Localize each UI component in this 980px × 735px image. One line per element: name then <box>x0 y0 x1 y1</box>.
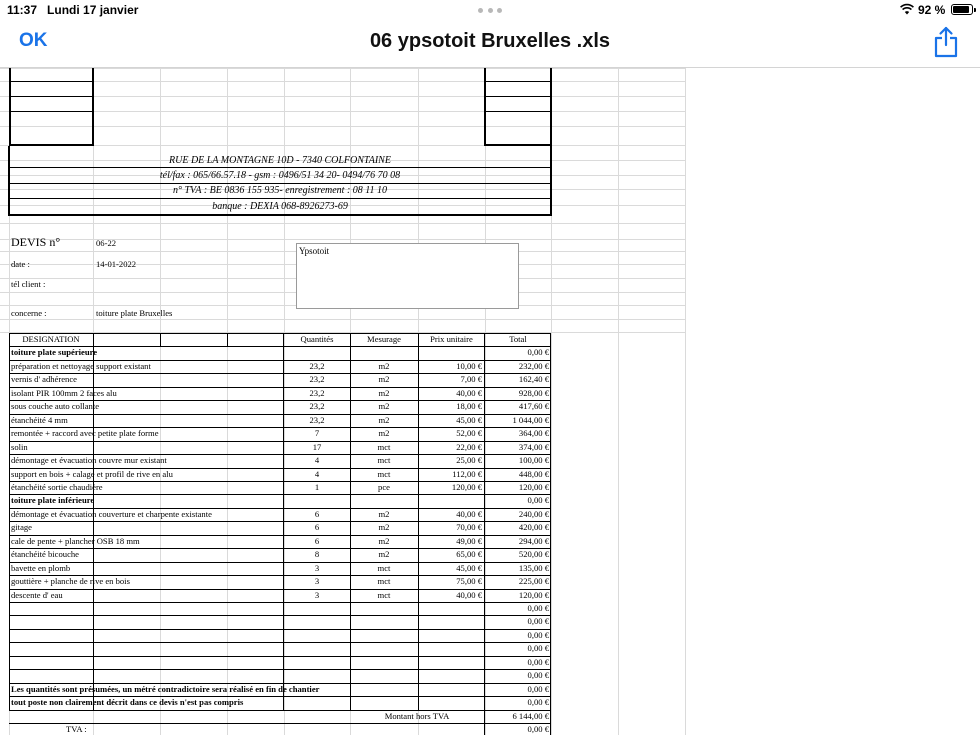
battery-icon <box>951 4 973 15</box>
row-total: 0,00 € <box>527 670 549 681</box>
row-unit: m2 <box>378 508 390 519</box>
row-quantity: 3 <box>314 576 320 587</box>
battery-percent: 92 % <box>918 3 946 17</box>
row-unit: mct <box>377 562 391 573</box>
company-address: RUE DE LA MONTAGNE 10D - 7340 COLFONTAINE <box>169 155 391 166</box>
wifi-icon <box>900 3 914 15</box>
row-unit: mct <box>377 468 391 479</box>
row-designation: sous couche auto collante <box>11 401 100 412</box>
multitask-dots-icon[interactable] <box>478 8 502 14</box>
row-designation: démontage et évacuation couvre mur existant <box>11 455 167 466</box>
row-quantity: 1 <box>314 481 320 492</box>
row-unit-price: 112,00 € <box>452 468 482 479</box>
row-designation: bavette en plomb <box>11 562 71 573</box>
row-quantity: 4 <box>314 468 320 479</box>
concerne-label: concerne : <box>11 308 47 318</box>
row-total: 0,00 € <box>527 697 549 708</box>
spreadsheet-view[interactable] <box>0 68 980 735</box>
row-unit: mct <box>377 455 391 466</box>
row-unit-price: 40,00 € <box>456 387 482 398</box>
row-total: 225,00 € <box>518 576 549 587</box>
tel-client-label: tél client : <box>11 279 46 289</box>
row-quantity: 3 <box>314 562 320 573</box>
row-total: 0,00 € <box>527 603 549 613</box>
row-total: 0,00 € <box>527 347 549 358</box>
status-time: 11:37 Lundi 17 janvier <box>7 3 139 17</box>
company-bank: banque : DEXIA 068-8926273-69 <box>212 201 348 212</box>
row-quantity: 23,2 <box>309 401 325 412</box>
row-total: 417,60 € <box>518 401 549 412</box>
row-designation: remontée + raccord avec petite plate forme <box>11 428 159 439</box>
row-total: 420,00 € <box>518 522 549 533</box>
row-unit: m2 <box>378 549 390 560</box>
row-total: 1 044,00 € <box>512 414 549 425</box>
row-unit: m2 <box>378 428 390 439</box>
row-unit-price: 120,00 € <box>451 481 482 492</box>
row-unit-price: 7,00 € <box>460 374 482 385</box>
concerne-value: toiture plate Bruxelles <box>96 308 173 318</box>
table-rule <box>9 642 551 643</box>
table-col-rule <box>9 333 10 710</box>
table-rule <box>9 669 551 670</box>
row-unit: m2 <box>378 374 390 385</box>
tva-value: 0,00 € <box>527 724 549 735</box>
row-designation: étanchéité 4 mm <box>11 414 68 425</box>
table-rule <box>9 615 551 616</box>
header-mesurage: Mesurage <box>367 334 401 344</box>
row-unit: m2 <box>378 522 390 533</box>
table-col-rule <box>550 710 551 735</box>
row-quantity: 17 <box>312 441 322 452</box>
row-quantity: 8 <box>314 549 320 560</box>
tva-label: TVA : <box>66 724 87 735</box>
row-designation: préparation et nettoyage support existant <box>11 360 151 371</box>
row-designation: vernis d' adhérence <box>11 374 77 385</box>
row-total: 0,00 € <box>527 495 549 506</box>
table-rule <box>9 629 551 630</box>
devis-label: DEVIS n° <box>11 235 61 249</box>
row-unit: mct <box>377 589 391 600</box>
date-label: date : <box>11 259 30 269</box>
row-designation: gitage <box>11 522 32 533</box>
row-unit: pce <box>378 481 390 492</box>
row-designation: Les quantités sont présumées, un métré contradictoire sera réalisé en fin de chantier <box>11 683 320 694</box>
company-tva: n° TVA : BE 0836 155 935- enregistrement : 08 11 10 <box>172 185 388 196</box>
row-unit: m2 <box>378 387 390 398</box>
header-prix-unitaire: Prix unitaire <box>430 334 473 344</box>
montant-hors-tva-value: 6 144,00 € <box>512 710 549 721</box>
row-designation: étanchéité bicouche <box>11 549 79 560</box>
row-quantity: 23,2 <box>309 374 325 385</box>
row-total: 374,00 € <box>518 441 549 452</box>
row-unit-price: 52,00 € <box>456 428 482 439</box>
row-total: 0,00 € <box>527 656 549 667</box>
row-designation: descente d' eau <box>11 589 63 600</box>
table-col-rule <box>227 333 228 346</box>
row-designation: solin <box>11 441 28 452</box>
row-designation: tout poste non clairement décrit dans ce devis n'est pas compris <box>11 697 244 708</box>
row-unit-price: 70,00 € <box>456 522 482 533</box>
row-designation: étanchéité sortie chaudière <box>11 481 103 492</box>
row-total: 135,00 € <box>518 562 549 573</box>
row-total: 100,00 € <box>518 455 549 466</box>
row-unit-price: 18,00 € <box>456 401 482 412</box>
row-total: 240,00 € <box>518 508 549 519</box>
client-address-box <box>296 243 519 309</box>
share-icon[interactable] <box>933 26 959 58</box>
row-quantity: 6 <box>314 535 320 546</box>
company-phone: tél/fax : 065/66.57.18 - gsm : 0496/51 34 20- 0494/76 70 08 <box>159 170 401 181</box>
row-unit-price: 45,00 € <box>456 414 482 425</box>
row-quantity: 6 <box>314 522 320 533</box>
row-unit-price: 49,00 € <box>456 535 482 546</box>
row-total: 928,00 € <box>518 387 549 398</box>
row-total: 0,00 € <box>527 643 549 654</box>
header-designation: DESIGNATION <box>22 334 80 344</box>
row-designation: gouttière + planche de rive en bois <box>11 576 130 587</box>
row-total: 0,00 € <box>527 616 549 627</box>
row-unit-price: 25,00 € <box>456 455 482 466</box>
row-designation: support en bois + calage et profil de rive en alu <box>11 468 173 479</box>
header-quantites: Quantités <box>300 334 334 344</box>
montant-hors-tva-label: Montant hors TVA <box>384 710 450 721</box>
table-rule <box>9 602 551 603</box>
document-title: 06 ypsotoit Bruxelles .xls <box>369 30 611 52</box>
row-total: 120,00 € <box>518 481 549 492</box>
row-designation: toiture plate inférieure <box>11 495 95 506</box>
row-designation: cale de pente + plancher OSB 18 mm <box>11 535 140 546</box>
row-unit-price: 40,00 € <box>456 589 482 600</box>
row-unit: m2 <box>378 360 390 371</box>
row-quantity: 3 <box>314 589 320 600</box>
row-total: 448,00 € <box>518 468 549 479</box>
table-rule <box>9 656 551 657</box>
row-total: 232,00 € <box>518 360 549 371</box>
row-unit: m2 <box>378 401 390 412</box>
row-quantity: 6 <box>314 508 320 519</box>
client-name: Ypsotoit <box>299 246 330 256</box>
ok-button[interactable]: OK <box>19 30 48 51</box>
status-date: Lundi 17 janvier <box>47 3 139 17</box>
row-unit: m2 <box>378 535 390 546</box>
row-quantity: 23,2 <box>309 414 325 425</box>
status-bar <box>0 0 980 20</box>
table-rule <box>9 723 551 724</box>
table-col-rule <box>160 333 161 346</box>
row-total: 0,00 € <box>527 629 549 640</box>
row-designation: toiture plate supérieure <box>11 347 98 358</box>
row-designation: démontage et évacuation couverture et charpente existante <box>11 508 212 519</box>
row-unit-price: 40,00 € <box>456 508 482 519</box>
row-total: 120,00 € <box>518 589 549 600</box>
row-unit-price: 65,00 € <box>456 549 482 560</box>
nav-bar <box>0 20 980 68</box>
row-total: 294,00 € <box>518 535 549 546</box>
table-col-rule <box>550 333 551 710</box>
row-unit: mct <box>377 441 391 452</box>
row-quantity: 23,2 <box>309 387 325 398</box>
row-total: 0,00 € <box>527 683 549 694</box>
row-unit: m2 <box>378 414 390 425</box>
row-total: 364,00 € <box>518 428 549 439</box>
row-quantity: 4 <box>314 455 320 466</box>
row-unit-price: 45,00 € <box>456 562 482 573</box>
row-total: 162,40 € <box>518 374 549 385</box>
row-unit-price: 10,00 € <box>456 360 482 371</box>
row-total: 520,00 € <box>518 549 549 560</box>
row-unit-price: 75,00 € <box>456 576 482 587</box>
row-unit-price: 22,00 € <box>456 441 482 452</box>
row-quantity: 23,2 <box>309 360 325 371</box>
header-total: Total <box>509 334 527 344</box>
row-unit: mct <box>377 576 391 587</box>
table-rule <box>9 333 551 334</box>
devis-number: 06-22 <box>96 238 117 248</box>
date-value: 14-01-2022 <box>96 259 137 269</box>
row-designation: isolant PIR 100mm 2 faces alu <box>11 387 117 398</box>
row-quantity: 7 <box>314 428 320 439</box>
